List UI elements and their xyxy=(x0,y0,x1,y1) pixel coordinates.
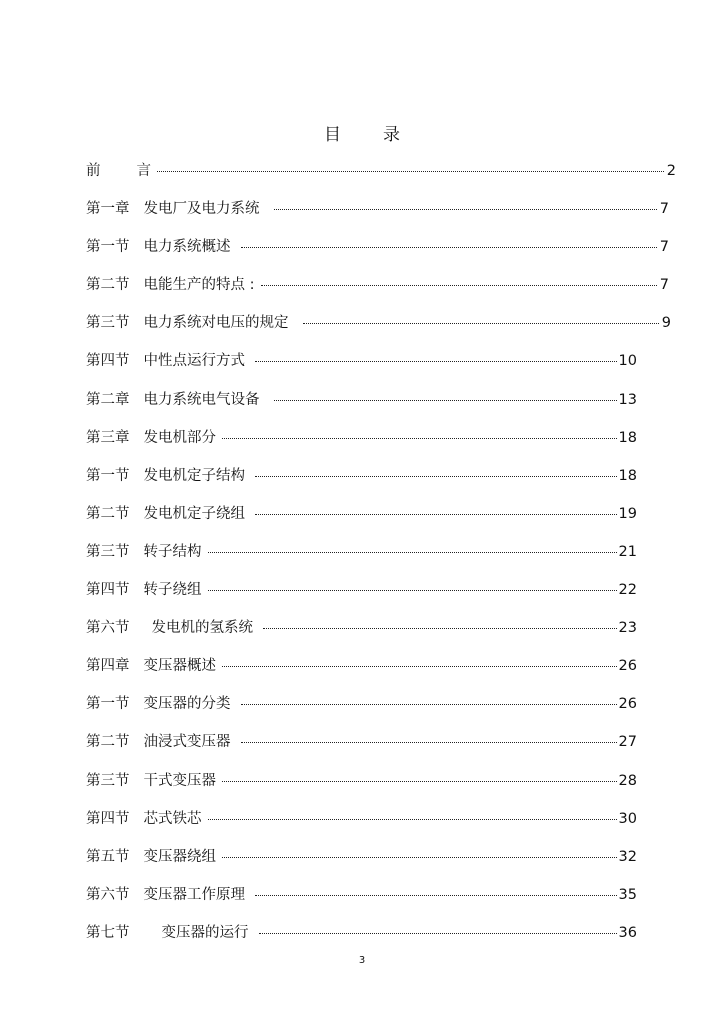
toc-page-number: 7 xyxy=(659,239,669,256)
toc-entry-title: 变压器工作原理 xyxy=(143,886,245,903)
title-char-1: 目 xyxy=(324,125,341,145)
toc-page-number: 26 xyxy=(618,696,637,713)
toc-entry-title: 油浸式变压器 xyxy=(143,734,231,751)
toc-chapter-label: 第一章 xyxy=(86,201,130,218)
toc-chapter-label: 第四章 xyxy=(86,658,130,675)
page-title xyxy=(0,120,724,145)
toc-page-number: 9 xyxy=(661,315,671,332)
toc-page-number: 32 xyxy=(618,848,637,865)
toc-page-number: 21 xyxy=(618,543,637,560)
toc-entry[interactable] xyxy=(86,235,669,273)
table-of-contents xyxy=(86,159,676,959)
toc-chapter-label: 第二节 xyxy=(86,277,130,294)
toc-dot-leader xyxy=(274,209,658,210)
toc-entry[interactable] xyxy=(86,349,662,387)
toc-dot-leader xyxy=(222,857,617,858)
toc-chapter-label: 第六节 xyxy=(86,620,130,637)
toc-chapter-label: 第五节 xyxy=(86,848,130,865)
toc-entry-title: 转子绕组 xyxy=(143,582,202,599)
toc-dot-leader xyxy=(255,476,617,477)
toc-dot-leader xyxy=(208,590,617,591)
toc-chapter-label: 第四节 xyxy=(86,582,130,599)
toc-entry-title: 发电机部分 xyxy=(143,429,216,446)
toc-entry-title: 言 xyxy=(136,163,151,179)
toc-entry[interactable] xyxy=(86,273,669,311)
toc-dot-leader xyxy=(241,704,617,705)
toc-dot-leader xyxy=(303,323,660,324)
toc-entry-title: 发电机定子结构 xyxy=(143,467,245,484)
toc-dot-leader xyxy=(222,438,617,439)
toc-page-number: 18 xyxy=(618,467,637,484)
toc-entry[interactable] xyxy=(86,921,662,959)
toc-page-number: 13 xyxy=(618,391,637,408)
toc-entry-title: 变压器概述 xyxy=(143,658,216,675)
toc-chapter-label: 第七节 xyxy=(86,924,130,941)
toc-chapter-label: 第一节 xyxy=(86,467,130,484)
toc-dot-leader xyxy=(222,781,617,782)
toc-chapter-label: 第三章 xyxy=(86,429,130,446)
toc-dot-leader xyxy=(241,742,617,743)
toc-entry-title: 发电机定子绕组 xyxy=(143,505,245,522)
toc-chapter-label: 第二节 xyxy=(86,505,130,522)
toc-chapter-label: 第六节 xyxy=(86,886,130,903)
toc-entry-title: 电力系统电气设备 xyxy=(143,391,260,408)
toc-entry[interactable] xyxy=(86,616,662,654)
toc-dot-leader xyxy=(255,895,617,896)
toc-entry-preface[interactable] xyxy=(86,159,676,197)
toc-page-number: 7 xyxy=(659,277,669,294)
toc-entry-title: 转子结构 xyxy=(143,543,202,560)
toc-entry[interactable] xyxy=(86,845,662,883)
toc-chapter-label: 第四节 xyxy=(86,810,130,827)
toc-chapter-label: 第一节 xyxy=(86,696,130,713)
toc-page-number: 23 xyxy=(618,620,637,637)
toc-dot-leader xyxy=(255,514,617,515)
toc-page-number: 27 xyxy=(618,734,637,751)
toc-entry-title: 变压器的运行 xyxy=(161,924,249,941)
toc-chapter-label: 第三节 xyxy=(86,772,130,789)
toc-entry[interactable] xyxy=(86,464,662,502)
toc-dot-leader xyxy=(274,400,617,401)
toc-entry[interactable] xyxy=(86,197,669,235)
toc-dot-leader xyxy=(263,628,617,629)
title-char-2: 录 xyxy=(383,125,400,145)
toc-page-number: 28 xyxy=(618,772,637,789)
toc-entry[interactable] xyxy=(86,730,662,768)
toc-dot-leader xyxy=(255,361,617,362)
toc-entry[interactable] xyxy=(86,769,662,807)
toc-page-number: 26 xyxy=(618,658,637,675)
toc-entry-title: 干式变压器 xyxy=(143,772,216,789)
toc-dot-leader xyxy=(259,933,617,934)
toc-entry-title: 变压器的分类 xyxy=(143,696,231,713)
toc-entry[interactable] xyxy=(86,883,662,921)
toc-entry-title: 中性点运行方式 xyxy=(143,353,245,370)
toc-chapter-label: 前 xyxy=(86,163,101,179)
toc-page-number: 19 xyxy=(618,505,637,522)
toc-chapter-label: 第三节 xyxy=(86,315,130,332)
toc-chapter-label: 第一节 xyxy=(86,239,130,256)
toc-page-number: 35 xyxy=(618,886,637,903)
toc-page-number: 18 xyxy=(618,429,637,446)
page-number: 3 xyxy=(358,955,366,966)
toc-page-number: 10 xyxy=(618,353,637,370)
toc-entry-title: 芯式铁芯 xyxy=(143,810,202,827)
toc-chapter-label: 第四节 xyxy=(86,353,130,370)
toc-page-number: 7 xyxy=(659,201,669,218)
toc-entry[interactable] xyxy=(86,692,662,730)
toc-entry-title: 发电厂及电力系统 xyxy=(143,201,260,218)
toc-page-number: 2 xyxy=(666,163,676,179)
toc-dot-leader xyxy=(241,247,658,248)
toc-entry[interactable] xyxy=(86,807,662,845)
toc-dot-leader xyxy=(157,171,664,172)
toc-entry-title: 发电机的氢系统 xyxy=(151,620,253,637)
toc-dot-leader xyxy=(222,666,617,667)
toc-entry-title: 电能生产的特点 : xyxy=(143,277,255,294)
toc-page-number: 30 xyxy=(618,810,637,827)
toc-entry[interactable] xyxy=(86,654,662,692)
toc-page-number: 22 xyxy=(618,582,637,599)
toc-entry[interactable] xyxy=(86,426,662,464)
toc-entry[interactable] xyxy=(86,578,662,616)
toc-entry[interactable] xyxy=(86,540,662,578)
toc-chapter-label: 第二节 xyxy=(86,734,130,751)
toc-chapter-label: 第三节 xyxy=(86,543,130,560)
toc-entry-title: 电力系统对电压的规定 xyxy=(143,315,289,332)
toc-dot-leader xyxy=(208,552,617,553)
toc-entry-title: 变压器绕组 xyxy=(143,848,216,865)
toc-entry[interactable] xyxy=(86,502,662,540)
toc-chapter-label: 第二章 xyxy=(86,391,130,408)
toc-dot-leader xyxy=(208,819,617,820)
toc-entry-title: 电力系统概述 xyxy=(143,239,231,256)
toc-page-number: 36 xyxy=(618,924,637,941)
toc-dot-leader xyxy=(261,285,658,286)
toc-entry[interactable] xyxy=(86,388,662,426)
toc-entry[interactable] xyxy=(86,311,671,349)
